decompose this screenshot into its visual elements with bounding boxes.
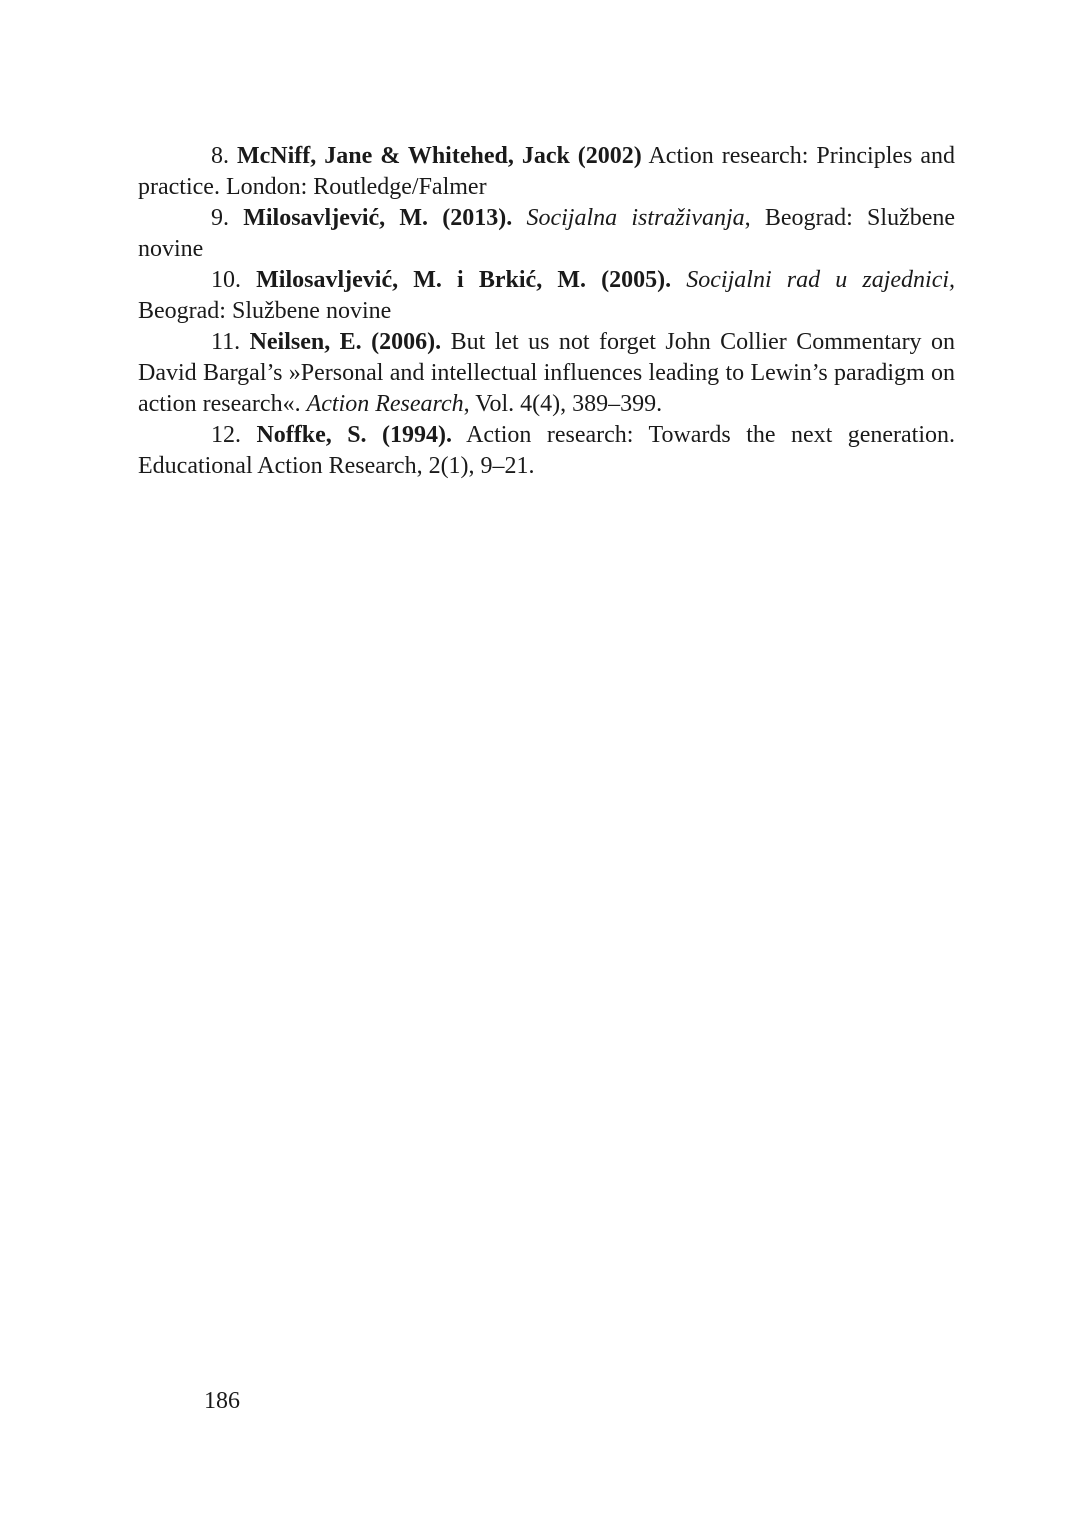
reference-text-end: , Beograd: Službene novine [138,205,956,262]
reference-text: But let us not forget John Collier Commentary on David Bargal’s »Personal and intellectual influences leading to Lewin’s paradigm on action research«. [138,329,956,417]
reference-text [671,267,686,293]
reference-author: Noffke, S. (1994). [256,422,452,448]
reference-item-8 [138,141,955,203]
reference-text: Action research: Principles and practice. London: Routledge/Falmer [138,143,955,200]
reference-text-end: Beograd: Službene novine [138,298,392,324]
reference-item-10 [138,265,955,327]
reference-item-12 [138,420,955,482]
reference-author: McNiff, Jane & Whitehed, Jack (2002) [237,143,642,169]
reference-number: 12. [211,422,241,448]
reference-author: Milosavljević, M. i Brkić, M. (2005). [256,267,672,293]
page-number: 186 [204,1388,240,1414]
reference-list [138,141,955,482]
reference-number: 10. [211,267,241,293]
reference-title: Socijalni rad u zajednici, [686,267,956,293]
reference-title: Socijalna istraživanja [526,205,745,231]
reference-text: Action research: Towards the next generation. Educational Action Research, 2(1), 9–21. [138,422,956,479]
reference-number: 9. [211,205,229,231]
reference-text-end: , Vol. 4(4), 389–399. [463,391,663,417]
reference-item-9 [138,203,955,265]
reference-number: 8. [211,143,229,169]
reference-text [512,205,526,231]
reference-author: Neilsen, E. (2006). [249,329,442,355]
reference-author: Milosavljević, M. (2013). [243,205,513,231]
reference-number: 11. [211,329,241,355]
reference-title: Action Research [306,391,464,417]
reference-item-11 [138,327,955,420]
